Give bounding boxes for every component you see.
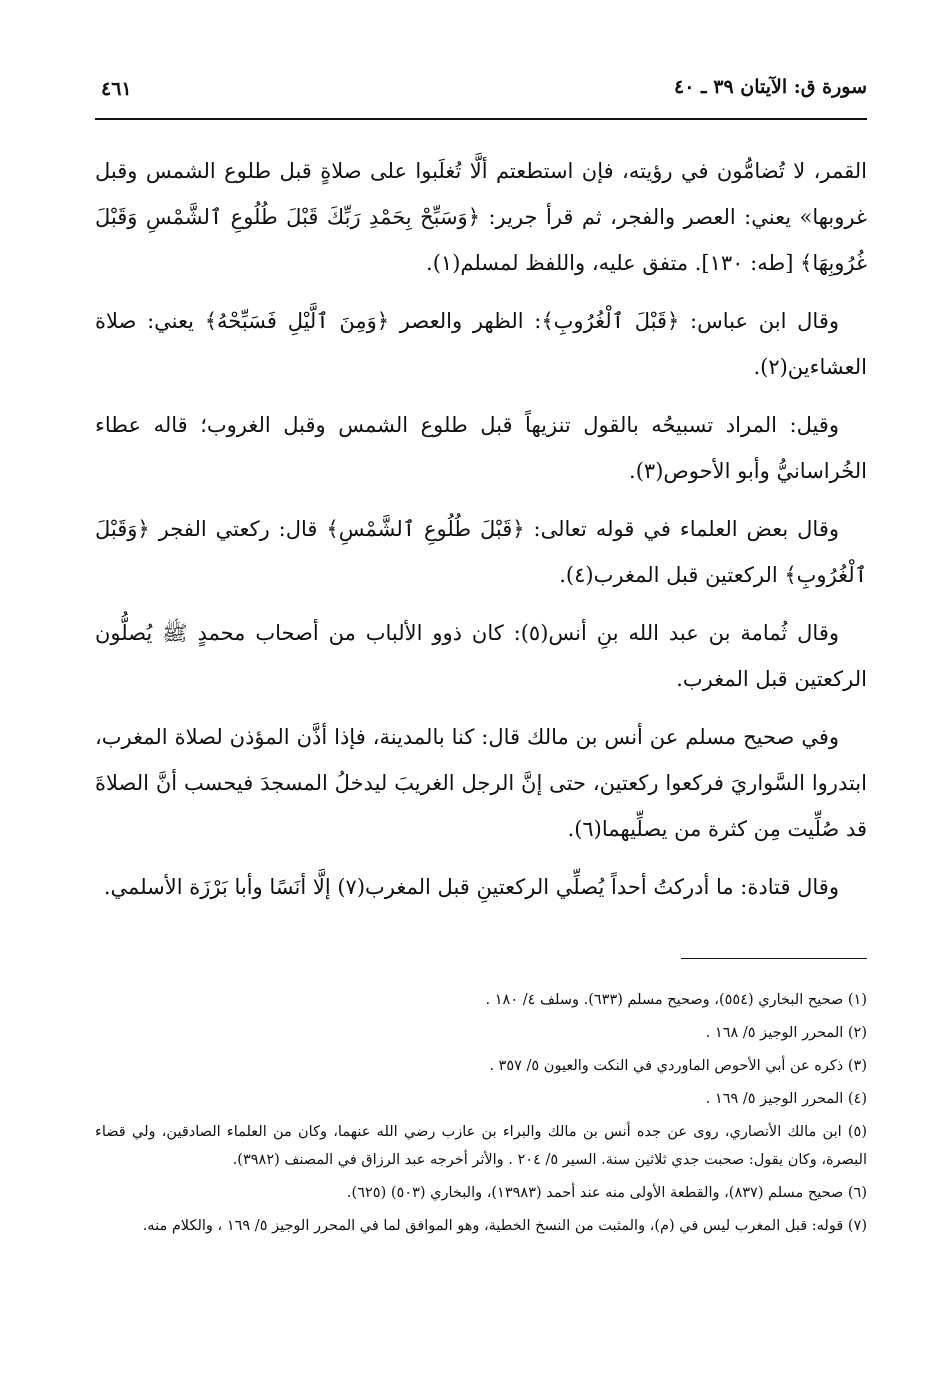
footnote-separator [681, 958, 867, 959]
footnote: (١) صحيح البخاري (٥٥٤)، وصحيح مسلم (٦٣٣). وسلف ٤/ ١٨٠ . [485, 992, 867, 1008]
main-text [95, 148, 867, 922]
paragraph: وقال قتادة: ما أدركتُ أحداً يُصلِّي الركعتينِ قبل المغرب(٧) إلَّا أنَسًا وأبا بَرْزَة الأسلمي. [103, 875, 839, 899]
footnotes [95, 986, 867, 1245]
page-number: ٤٦١ [101, 78, 132, 100]
footnote: (٥) ابن مالك الأنصاري، روى عن جده أنس بن مالك والبراء بن عازب رضي الله عنهما، وكان من العلماء الصادقين، ولي قضاء البصرة، وكان يقول: صحبت جدي ثلاثين سنة. السير ٥/ ٢٠٤ . والأثر أخرجه عبد الرزاق في المصنف (٣٩٨٢). [95, 1124, 867, 1168]
paragraph: القمر، لا تُضامُّون في رؤيته، فإن استطعتم ألَّا تُغلَبوا على صلاةٍ قبل طلوع الشمس وقبل غروبها» يعني: العصر والفجر، ثم قرأ جرير: ﴿وَسَبِّحْ بِحَمْدِ رَبِّكَ قَبْلَ طُلُوعِ ٱلشَّمْسِ وَقَبْلَ غُرُوبِهَا﴾ [طه: ١٣٠]. متفق عليه، واللفظ لمسلم(١). [95, 159, 867, 275]
footnote: (٤) المحرر الوجيز ٥/ ١٦٩ . [705, 1091, 867, 1107]
paragraph: وقال بعض العلماء في قوله تعالى: ﴿قَبْلَ طُلُوعِ ٱلشَّمْسِ﴾ قال: ركعتي الفجر ﴿وَقَبْلَ ٱلْغُرُوبِ﴾ الركعتين قبل المغرب(٤). [95, 517, 867, 587]
running-title: سورة ق: الآيتان ٣٩ ـ ٤٠ [674, 76, 867, 98]
page-header [95, 74, 867, 120]
footnote: (٢) المحرر الوجيز ٥/ ١٦٨ . [705, 1025, 867, 1041]
footnote: (٧) قوله: قبل المغرب ليس في (م)، والمثبت من النسخ الخطية، وهو الموافق لما في المحرر الوجيز ٥/ ١٦٩ ، والكلام منه. [142, 1218, 867, 1234]
paragraph: وقيل: المراد تسبيحُه بالقول تنزيهاً قبل طلوع الشمس وقبل الغروب؛ قاله عطاء الخُراسانيُّ وأبو الأحوص(٣). [95, 413, 867, 483]
footnote: (٣) ذكره عن أبي الأحوص الماوردي في النكت والعيون ٥/ ٣٥٧ . [489, 1058, 867, 1074]
paragraph: وقال ثُمامة بن عبد الله بنِ أنس(٥): كان ذوو الألباب من أصحاب محمدٍ ﷺ يُصلُّون الركعتين قبل المغرب. [95, 621, 867, 691]
paragraph: وفي صحيح مسلم عن أنس بن مالك قال: كنا بالمدينة، فإذا أذَّن المؤذن لصلاة المغرب، ابتدروا السَّواريَ فركعوا ركعتين، حتى إنَّ الرجل الغريبَ ليدخلُ المسجدَ فيحسب أنَّ الصلاةَ قد صُلِّيت مِن كثرة من يصلِّيهما(٦). [95, 725, 867, 841]
footnote: (٦) صحيح مسلم (٨٣٧)، والقطعة الأولى منه عند أحمد (١٣٩٨٣)، والبخاري (٥٠٣) (٦٢٥). [346, 1185, 867, 1201]
paragraph: وقال ابن عباس: ﴿قَبْلَ ٱلْغُرُوبِ﴾: الظهر والعصر ﴿وَمِنَ ٱلَّيْلِ فَسَبِّحْهُ﴾ يعني: صلاة العشاءين(٢). [95, 309, 867, 379]
